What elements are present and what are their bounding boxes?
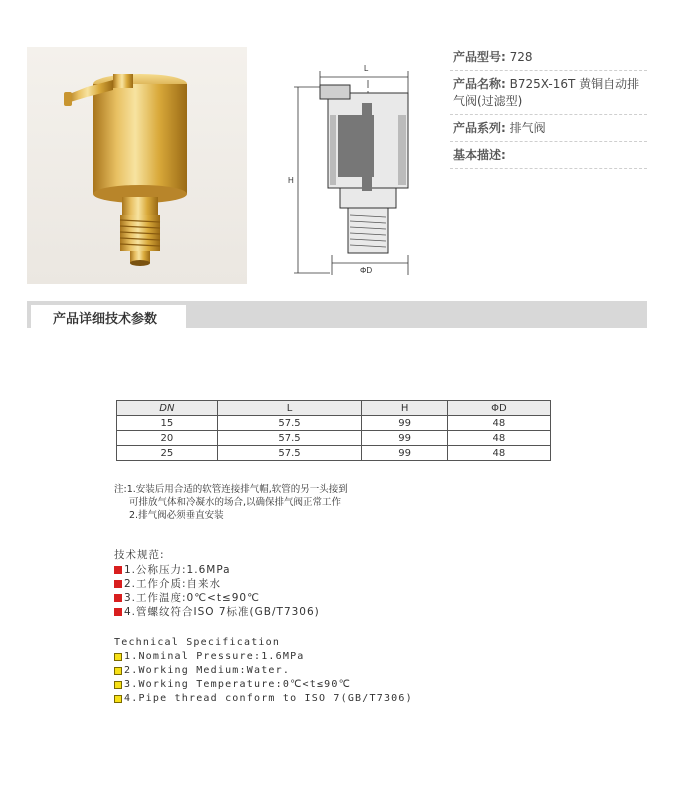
product-photo [27,47,247,284]
note-line-3: 2.排气阀必须垂直安装 [129,510,224,521]
tech-spec-cn-title: 技术规范: [114,549,165,561]
info-name-value: B725X-16T 黄铜自动排气阀(过滤型) [453,77,640,108]
yellow-square-bullet-icon [114,653,122,661]
tech-spec-cn-item [114,605,320,619]
yellow-square-bullet-icon [114,695,122,703]
section-tab [31,305,186,328]
tech-spec-en-text: 1.Nominal Pressure:1.6MPa [124,651,305,662]
table-header-h: H [362,401,447,416]
info-series-value: 排气阀 [509,121,546,135]
dimension-D-label: ΦD [360,266,373,275]
dimension-L-label: L [364,64,369,73]
tech-spec-cn-text: 3.工作温度:0℃<t≤90℃ [124,592,260,604]
info-series-label: 产品系列: [453,121,506,135]
tech-spec-en-text: 4.Pipe thread conform to ISO 7(GB/T7306) [124,693,413,704]
table-cell: 25 [117,446,218,461]
note-line-2: 可排放气体和冷凝水的场合,以确保排气阀正常工作 [129,497,342,508]
tech-spec-en-item [114,678,413,692]
red-square-bullet-icon [114,608,122,616]
table-row [117,431,551,446]
info-description [450,142,647,169]
tech-spec-en-item [114,664,413,678]
table-row [117,446,551,461]
technical-drawing [270,55,420,285]
table-cell: 57.5 [217,416,362,431]
table-cell: 48 [447,446,550,461]
info-model [450,44,647,71]
red-square-bullet-icon [114,566,122,574]
info-series [450,115,647,142]
tech-spec-en-item [114,692,413,706]
table-header-l: L [217,401,362,416]
table-cell: 99 [362,446,447,461]
tech-spec-chinese [114,548,320,619]
info-name [450,71,647,115]
tech-spec-en-text: 3.Working Temperature:0℃<t≤90℃ [124,679,352,690]
product-info [450,44,647,169]
spec-table [116,400,551,461]
installation-notes [114,483,348,522]
info-name-label: 产品名称: [453,77,506,91]
tech-spec-cn-text: 1.公称压力:1.6MPa [124,564,231,576]
tech-spec-en-title: Technical Specification [114,637,281,648]
table-cell: 20 [117,431,218,446]
table-header-dn: DN [117,401,218,416]
table-cell: 99 [362,431,447,446]
table-cell: 48 [447,431,550,446]
tech-spec-en-item [114,650,413,664]
table-row [117,416,551,431]
yellow-square-bullet-icon [114,667,122,675]
table-cell: 48 [447,416,550,431]
table-header-row [117,401,551,416]
info-model-label: 产品型号: [453,50,506,64]
table-header-d: ΦD [447,401,550,416]
red-square-bullet-icon [114,580,122,588]
tech-spec-en-text: 2.Working Medium:Water. [124,665,291,676]
table-cell: 15 [117,416,218,431]
tech-spec-english [114,635,413,706]
info-description-label: 基本描述: [453,148,506,162]
tech-spec-cn-item [114,563,320,577]
yellow-square-bullet-icon [114,681,122,689]
note-line-1: 注:1.安装后用合适的软管连接排气帽,软管的另一头接到 [114,484,348,495]
table-cell: 99 [362,416,447,431]
table-cell: 57.5 [217,446,362,461]
section-title: 产品详细技术参数 [53,312,158,327]
info-model-value: 728 [509,50,533,64]
red-square-bullet-icon [114,594,122,602]
tech-spec-cn-text: 2.工作介质:自来水 [124,578,222,590]
tech-spec-cn-text: 4.管螺纹符合ISO 7标准(GB/T7306) [124,606,320,618]
brass-air-vent-valve-image [27,47,247,284]
section-header-bar [27,301,647,328]
table-cell: 57.5 [217,431,362,446]
dimension-H-label: H [288,176,294,185]
tech-spec-cn-item [114,577,320,591]
tech-spec-cn-item [114,591,320,605]
